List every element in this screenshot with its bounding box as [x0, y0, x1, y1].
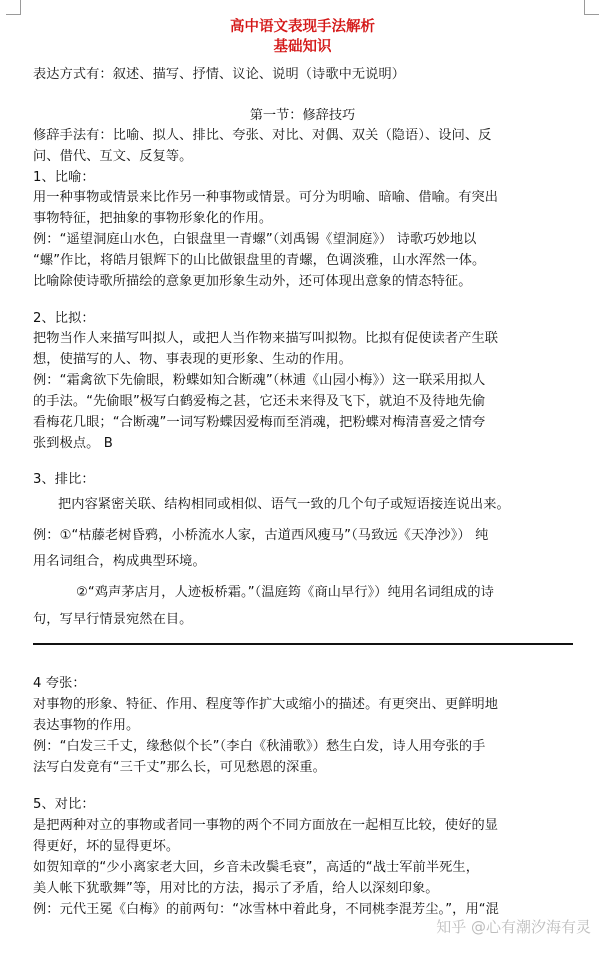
personification-line-5: 看梅花几眼；“合断魂”一词写粉蝶因爱梅而至消魂，把粉蝶对梅清喜爱之情夸 — [33, 415, 486, 430]
hyperbole-line-3: 例：“白发三千丈，缘愁似个长”（李白《秋浦歌》）愁生白发，诗人用夸张的手 — [33, 739, 486, 754]
watermark-text: 知乎 @心有潮汐海有灵 — [436, 918, 591, 936]
hyperbole-heading: 4 夸张： — [33, 676, 86, 691]
hyperbole-line-1: 对事物的形象、特征、作用、程度等作扩大或缩小的描述。有更突出、更鲜明地 — [33, 697, 499, 712]
personification-heading: 2、比拟： — [33, 311, 95, 326]
metaphor-line-4: “螺”作比，将皓月银辉下的山比做银盘里的青螺，色调淡雅，山水浑然一体。 — [33, 253, 486, 268]
document-title: 高中语文表现手法解析 — [230, 18, 375, 35]
contrast-line-1: 是把两种对立的事物或者同一事物的两个不同方面放在一起相互比较，使好的显 — [33, 818, 499, 833]
metaphor-line-3: 例：“遥望洞庭山水色，白银盘里一青螺”（刘禹锡《望洞庭》） 诗歌巧妙地以 — [33, 232, 477, 247]
metaphor-line-1: 用一种事物或情景来比作另一种事物或情景。可分为明喻、暗喻、借喻。有突出 — [33, 190, 499, 205]
parallelism-line-5: 句，写早行情景宛然在目。 — [33, 612, 193, 627]
metaphor-line-5: 比喻除使诗歌所描绘的意象更加形象生动外，还可体现出意象的情态特征。 — [33, 274, 472, 289]
contrast-line-2: 得更好，坏的显得更坏。 — [33, 839, 180, 854]
metaphor-heading: 1、比喻： — [33, 170, 95, 185]
section-heading: 第一节：修辞技巧 — [249, 108, 356, 123]
parallelism-line-3: 用名词组合，构成典型环境。 — [33, 554, 206, 569]
horizontal-divider — [33, 643, 573, 645]
parallelism-line-4: ②“鸡声茅店月，人迹板桥霜。”（温庭筠《商山早行》）纯用名词组成的诗 — [76, 585, 494, 600]
contrast-line-4: 美人帐下犹歌舞”等，用对比的方法，揭示了矛盾，给人以深刻印象。 — [33, 881, 439, 896]
hyperbole-line-2: 表达事物的作用。 — [33, 718, 140, 733]
personification-line-3: 例：“霜禽欲下先偷眼，粉蝶如知合断魂”（林逋《山园小梅》）这一联采用拟人 — [33, 373, 486, 388]
contrast-line-5: 例：元代王冕《白梅》的前两句：“冰雪林中着此身，不同桃李混芳尘。”，用“混 — [33, 902, 499, 917]
personification-line-6: 张到极点。 B — [33, 436, 113, 451]
personification-line-1: 把物当作人来描写叫拟人，或把人当作物来描写叫拟物。比拟有促使读者产生联 — [33, 331, 499, 346]
contrast-heading: 5、对比： — [33, 797, 95, 812]
parallelism-heading: 3、排比： — [33, 472, 95, 487]
personification-line-2: 想，使描写的人、物、事表现的更形象、生动的作用。 — [33, 352, 352, 367]
document-subtitle: 基础知识 — [273, 38, 332, 55]
parallelism-line-2: 例：①“枯藤老树昏鸦，小桥流水人家，古道西风瘦马”（马致远《天净沙》） 纯 — [33, 528, 489, 543]
personification-line-4: 的手法。“先偷眼”极写白鹤爱梅之甚，它还未来得及飞下，就迫不及待地先偷 — [33, 394, 486, 409]
metaphor-line-2: 事物特征，把抽象的事物形象化的作用。 — [33, 211, 273, 226]
rhetoric-line-2: 问、借代、互文、反复等。 — [33, 149, 193, 164]
intro-line: 表达方式有：叙述、描写、抒情、议论、说明（诗歌中无说明） — [33, 67, 406, 82]
hyperbole-line-4: 法写白发竟有“三千丈”那么长，可见愁恩的深重。 — [33, 760, 326, 775]
parallelism-line-1: 把内容紧密关联、结构相同或相似、语气一致的几个句子或短语接连说出来。 — [58, 497, 510, 512]
rhetoric-line-1: 修辞手法有：比喻、拟人、排比、夸张、对比、对偶、双关（隐语）、设问、反 — [33, 128, 492, 143]
contrast-line-3: 如贺知章的“少小离家老大回，乡音未改鬓毛衰”，高适的“战士军前半死生， — [33, 860, 479, 875]
